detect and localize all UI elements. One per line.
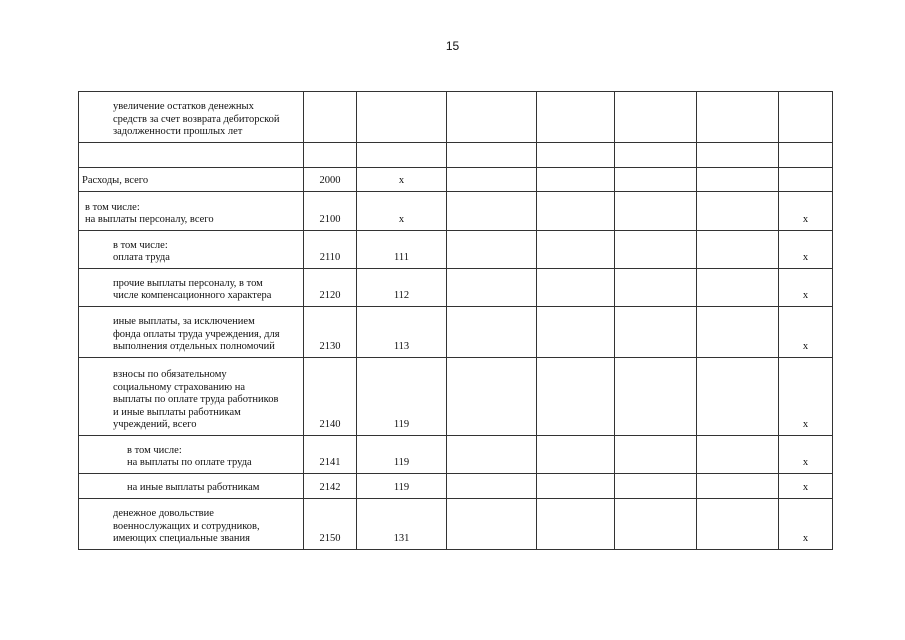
table-row xyxy=(79,143,833,168)
row-kbk: 113 xyxy=(357,307,447,358)
row-last-cell xyxy=(779,92,833,143)
row-value-cell xyxy=(447,269,537,307)
row-value-cell xyxy=(615,358,697,436)
table-row xyxy=(79,474,833,499)
row-value-cell xyxy=(615,499,697,550)
row-value-cell xyxy=(447,168,537,192)
row-kbk: 119 xyxy=(357,436,447,474)
table-row xyxy=(79,192,833,231)
row-code: 2141 xyxy=(304,436,357,474)
row-code: 2150 xyxy=(304,499,357,550)
row-last-cell: x xyxy=(779,192,833,231)
row-kbk: 119 xyxy=(357,474,447,499)
row-last-cell: x xyxy=(779,436,833,474)
row-label-line: взносы по обязательному xyxy=(113,369,227,381)
row-value-cell xyxy=(697,307,779,358)
row-value-cell xyxy=(447,143,537,168)
row-label-line: в том числе: xyxy=(85,201,140,213)
row-value-cell xyxy=(615,474,697,499)
row-value-cell xyxy=(615,436,697,474)
row-code: 2142 xyxy=(304,474,357,499)
row-label xyxy=(79,168,304,192)
row-label-line: и иные выплаты работникам xyxy=(113,406,241,418)
row-label-line: военнослужащих и сотрудников, xyxy=(113,520,260,532)
row-last-cell: x xyxy=(779,499,833,550)
row-value-cell xyxy=(697,269,779,307)
row-last-cell: x xyxy=(779,358,833,436)
row-last-cell: x xyxy=(779,474,833,499)
row-value-cell xyxy=(447,474,537,499)
row-label-line: средств за счет возврата дебиторской xyxy=(113,113,280,125)
row-label xyxy=(79,92,304,143)
row-value-cell xyxy=(615,92,697,143)
row-value-cell xyxy=(537,192,615,231)
row-value-cell xyxy=(537,168,615,192)
row-label-line: социальному страхованию на xyxy=(113,381,245,393)
row-value-cell xyxy=(537,474,615,499)
row-value-cell xyxy=(447,358,537,436)
row-kbk xyxy=(357,92,447,143)
row-value-cell xyxy=(615,269,697,307)
row-code: 2140 xyxy=(304,358,357,436)
row-label-line: имеющих специальные звания xyxy=(113,533,250,545)
row-label-line xyxy=(82,151,299,164)
row-value-cell xyxy=(697,499,779,550)
row-last-cell: x xyxy=(779,269,833,307)
row-label-line: задолженности прошлых лет xyxy=(113,126,243,138)
row-value-cell xyxy=(697,92,779,143)
row-label-line: денежное довольствие xyxy=(113,508,214,520)
row-value-cell xyxy=(697,231,779,269)
row-value-cell xyxy=(447,92,537,143)
row-label xyxy=(79,358,304,436)
row-kbk: 131 xyxy=(357,499,447,550)
row-value-cell xyxy=(615,143,697,168)
row-code: 2130 xyxy=(304,307,357,358)
row-value-cell xyxy=(537,269,615,307)
page-number: 15 xyxy=(445,39,460,53)
row-label xyxy=(79,436,304,474)
row-value-cell xyxy=(447,231,537,269)
row-kbk: 112 xyxy=(357,269,447,307)
row-value-cell xyxy=(697,436,779,474)
table-row xyxy=(79,358,833,436)
row-code: 2120 xyxy=(304,269,357,307)
row-label-line: числе компенсационного характера xyxy=(113,290,272,302)
row-value-cell xyxy=(537,499,615,550)
row-value-cell xyxy=(615,231,697,269)
row-value-cell xyxy=(537,358,615,436)
row-value-cell xyxy=(537,143,615,168)
row-label-line: на выплаты по оплате труда xyxy=(127,457,252,469)
row-label-line: иные выплаты, за исключением xyxy=(113,316,255,328)
row-value-cell xyxy=(447,499,537,550)
row-value-cell xyxy=(697,474,779,499)
row-label-line: на иные выплаты работникам xyxy=(127,482,260,494)
row-last-cell xyxy=(779,143,833,168)
row-kbk: x xyxy=(357,168,447,192)
table-row xyxy=(79,307,833,358)
table-row xyxy=(79,436,833,474)
row-code: 2000 xyxy=(304,168,357,192)
row-value-cell xyxy=(537,92,615,143)
row-label-line: на выплаты персоналу, всего xyxy=(85,214,214,226)
row-value-cell xyxy=(615,168,697,192)
row-last-cell xyxy=(779,168,833,192)
table-row xyxy=(79,269,833,307)
row-value-cell xyxy=(447,192,537,231)
row-label-line: увеличение остатков денежных xyxy=(113,101,254,113)
row-label-line: в том числе: xyxy=(113,239,168,251)
row-value-cell xyxy=(697,192,779,231)
table-body xyxy=(79,92,833,550)
table-row xyxy=(79,499,833,550)
row-kbk xyxy=(357,143,447,168)
row-kbk: x xyxy=(357,192,447,231)
row-value-cell xyxy=(447,436,537,474)
row-label xyxy=(79,474,304,499)
row-label xyxy=(79,231,304,269)
row-label-line: выполнения отдельных полномочий xyxy=(113,341,275,353)
row-value-cell xyxy=(615,307,697,358)
row-label-line: выплаты по оплате труда работников xyxy=(113,394,279,406)
row-label-line: фонда оплаты труда учреждения, для xyxy=(113,328,280,340)
row-label-line: оплата труда xyxy=(113,252,170,264)
row-code: 2100 xyxy=(304,192,357,231)
table-row xyxy=(79,168,833,192)
row-label xyxy=(79,499,304,550)
row-label xyxy=(79,143,304,168)
row-label-line: Расходы, всего xyxy=(82,175,149,187)
row-kbk: 119 xyxy=(357,358,447,436)
row-label xyxy=(79,269,304,307)
row-value-cell xyxy=(537,231,615,269)
row-value-cell xyxy=(697,358,779,436)
row-value-cell xyxy=(537,307,615,358)
row-value-cell xyxy=(697,168,779,192)
row-last-cell: x xyxy=(779,307,833,358)
row-code xyxy=(304,92,357,143)
row-value-cell xyxy=(615,192,697,231)
table-row xyxy=(79,92,833,143)
row-label-line: прочие выплаты персоналу, в том xyxy=(113,277,263,289)
row-value-cell xyxy=(697,143,779,168)
table-row xyxy=(79,231,833,269)
row-code xyxy=(304,143,357,168)
row-label xyxy=(79,192,304,231)
row-label-line: учреждений, всего xyxy=(113,419,197,431)
budget-table xyxy=(78,91,833,550)
row-value-cell xyxy=(537,436,615,474)
row-label-line: в том числе: xyxy=(127,444,182,456)
row-code: 2110 xyxy=(304,231,357,269)
row-kbk: 111 xyxy=(357,231,447,269)
row-value-cell xyxy=(447,307,537,358)
row-label xyxy=(79,307,304,358)
row-last-cell: x xyxy=(779,231,833,269)
